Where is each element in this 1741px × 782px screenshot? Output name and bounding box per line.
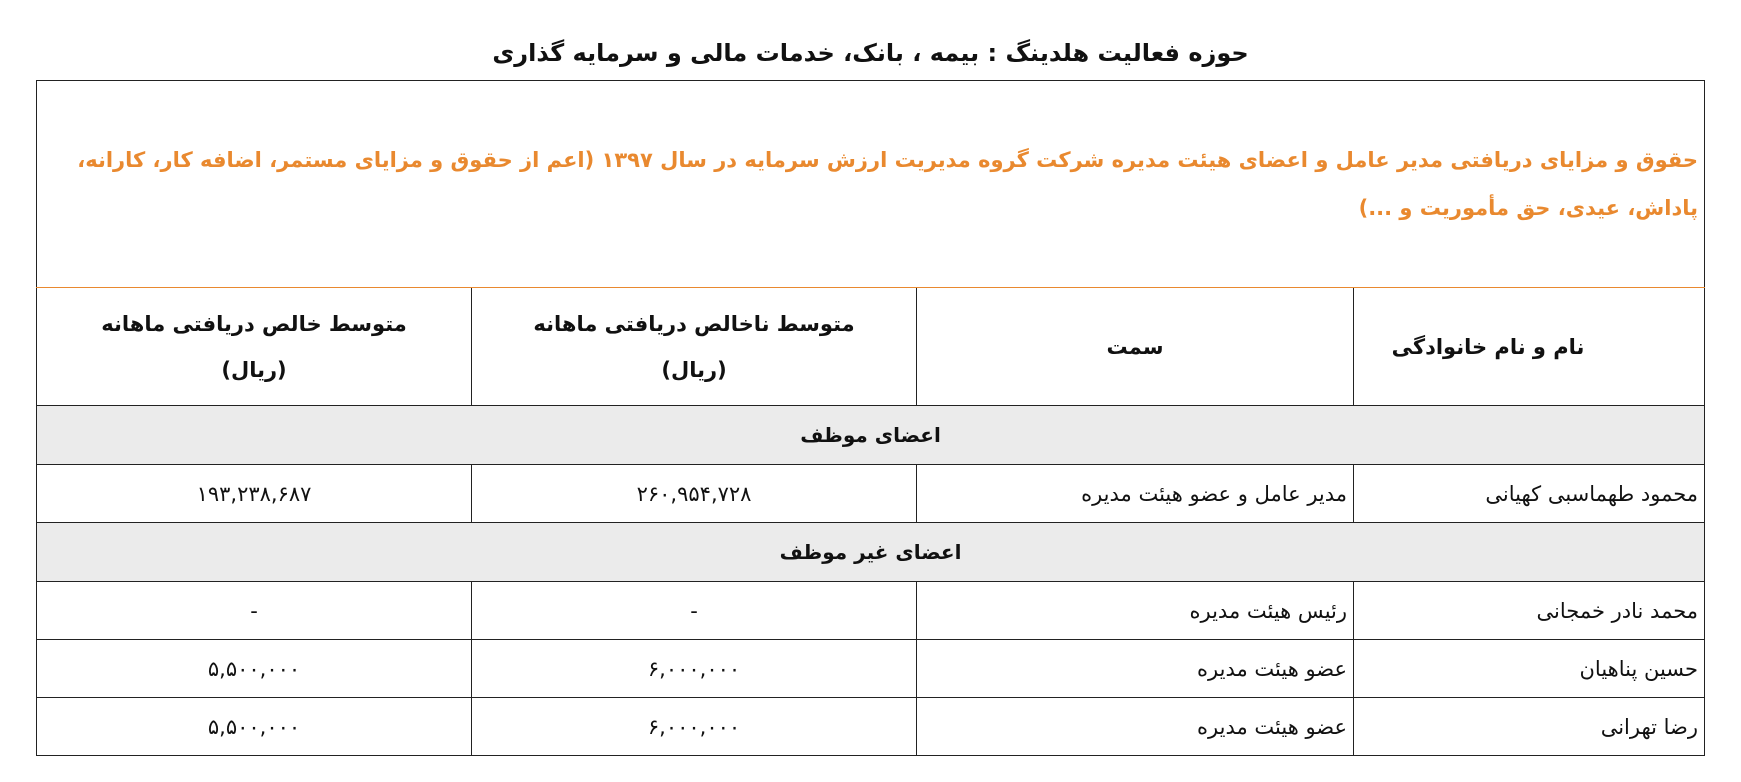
cell-name: محمد نادر خمجانی — [1354, 582, 1705, 640]
column-header-position: سمت — [917, 288, 1354, 406]
cell-position: عضو هیئت مدیره — [917, 640, 1354, 698]
column-header-net — [37, 288, 472, 406]
group-row — [37, 406, 1705, 465]
cell-position: مدیر عامل و عضو هیئت مدیره — [917, 465, 1354, 523]
table-row — [37, 698, 1705, 756]
cell-position: عضو هیئت مدیره — [917, 698, 1354, 756]
caption-row — [37, 81, 1705, 288]
cell-gross: ۲۶۰,۹۵۴,۷۲۸ — [472, 465, 917, 523]
column-header-net-unit: (ریال) — [221, 357, 287, 382]
column-header-gross-title: متوسط ناخالص دریافتی ماهانه — [533, 311, 855, 336]
page-title: حوزه فعالیت هلدینگ : بیمه ، بانک، خدمات مالی و سرمایه گذاری — [492, 39, 1249, 67]
cell-name: رضا تهرانی — [1354, 698, 1705, 756]
cell-gross: ۶,۰۰۰,۰۰۰ — [472, 698, 917, 756]
header-row — [37, 288, 1705, 406]
cell-gross: ۶,۰۰۰,۰۰۰ — [472, 640, 917, 698]
cell-net: - — [37, 582, 472, 640]
table-caption: حقوق و مزایای دریافتی مدیر عامل و اعضای هیئت مدیره شرکت گروه مدیریت ارزش سرمایه در سال ۱۳۹۷ (اعم از حقوق و مزایای مستمر، اضافه کار، کارانه، پاداش، عیدی، حق مأموریت و ...) — [37, 81, 1705, 288]
group-label: اعضای غیر موظف — [37, 523, 1705, 582]
group-label: اعضای موظف — [37, 406, 1705, 465]
table-row — [37, 465, 1705, 523]
column-header-gross-unit: (ریال) — [661, 357, 727, 382]
cell-name: حسین پناهیان — [1354, 640, 1705, 698]
column-header-name: نام و نام خانوادگی — [1354, 288, 1705, 406]
cell-net: ۱۹۳,۲۳۸,۶۸۷ — [37, 465, 472, 523]
compensation-table — [36, 80, 1705, 756]
cell-name: محمود طهماسبی کهیانی — [1354, 465, 1705, 523]
table-row — [37, 582, 1705, 640]
cell-gross: - — [472, 582, 917, 640]
table-row — [37, 640, 1705, 698]
cell-net: ۵,۵۰۰,۰۰۰ — [37, 698, 472, 756]
cell-net: ۵,۵۰۰,۰۰۰ — [37, 640, 472, 698]
cell-position: رئیس هیئت مدیره — [917, 582, 1354, 640]
column-header-net-title: متوسط خالص دریافتی ماهانه — [101, 311, 407, 336]
group-row — [37, 523, 1705, 582]
column-header-gross — [472, 288, 917, 406]
